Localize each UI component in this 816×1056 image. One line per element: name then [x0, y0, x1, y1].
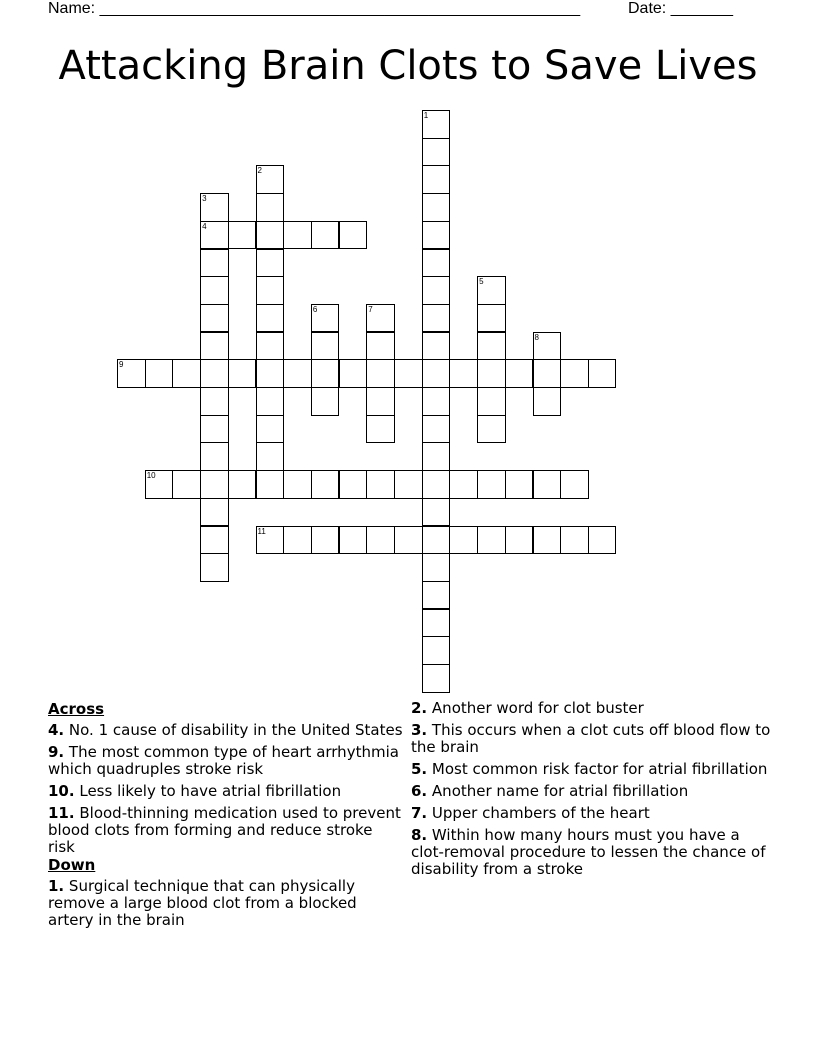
clue-number: 2. [411, 699, 428, 717]
grid-cell[interactable] [477, 470, 506, 499]
grid-cell[interactable] [200, 249, 229, 278]
grid-cell[interactable] [560, 359, 589, 388]
clue-number: 3. [411, 721, 428, 739]
grid-cell[interactable] [477, 304, 506, 333]
clues-left-column [48, 700, 404, 934]
name-field-label: Name: ______________________________________________________ [48, 0, 581, 17]
grid-cell[interactable] [256, 276, 285, 305]
grid-cell[interactable] [339, 221, 368, 250]
grid-cell[interactable] [449, 470, 478, 499]
grid-cell[interactable] [394, 359, 423, 388]
cell-number: 7 [368, 304, 373, 314]
grid-cell[interactable] [477, 387, 506, 416]
grid-cell[interactable] [256, 249, 285, 278]
grid-cell[interactable] [200, 276, 229, 305]
grid-cell[interactable] [533, 526, 562, 555]
grid-cell[interactable] [256, 304, 285, 333]
clue-across-11 [48, 805, 404, 856]
clue-down-7 [411, 805, 771, 822]
grid-cell[interactable] [422, 387, 451, 416]
grid-cell[interactable] [477, 276, 506, 305]
grid-cell[interactable] [588, 526, 617, 555]
grid-cell[interactable] [394, 470, 423, 499]
grid-cell[interactable] [422, 664, 451, 693]
grid-cell[interactable] [145, 359, 174, 388]
clue-text: Most common risk factor for atrial fibrillation [431, 760, 768, 778]
grid-cell[interactable] [560, 526, 589, 555]
clue-number: 9. [48, 743, 65, 761]
grid-cell[interactable] [200, 221, 229, 250]
grid-cell[interactable] [422, 165, 451, 194]
clue-number: 10. [48, 782, 75, 800]
grid-cell[interactable] [200, 442, 229, 471]
grid-cell[interactable] [200, 332, 229, 361]
clue-text: The most common type of heart arrhythmia which quadruples stroke risk [48, 743, 399, 778]
clue-down-6 [411, 783, 771, 800]
grid-cell[interactable] [394, 526, 423, 555]
cell-number: 1 [423, 111, 429, 120]
clue-down-5 [411, 761, 771, 778]
grid-cell[interactable] [366, 359, 395, 388]
clue-down-2 [411, 700, 771, 717]
grid-cell[interactable] [339, 359, 368, 388]
grid-cell[interactable] [422, 110, 451, 139]
grid-cell[interactable] [256, 470, 285, 499]
grid-cell[interactable] [311, 332, 340, 361]
clue-text: Upper chambers of the heart [431, 804, 650, 822]
grid-cell[interactable] [533, 332, 562, 361]
grid-cell[interactable] [311, 221, 340, 250]
grid-cell[interactable] [172, 359, 201, 388]
clue-text: No. 1 cause of disability in the United States [68, 721, 403, 739]
clue-number: 6. [411, 782, 428, 800]
grid-cell[interactable] [422, 249, 451, 278]
clue-text: Blood-thinning medication used to prevent blood clots from forming and reduce stroke risk [48, 804, 401, 856]
grid-cell[interactable] [505, 526, 534, 555]
grid-cell[interactable] [422, 636, 451, 665]
grid-cell[interactable] [366, 387, 395, 416]
grid-cell[interactable] [311, 359, 340, 388]
grid-cell[interactable] [200, 304, 229, 333]
clue-across-10 [48, 783, 404, 800]
grid-cell[interactable] [422, 442, 451, 471]
grid-cell[interactable] [172, 470, 201, 499]
grid-cell[interactable] [200, 387, 229, 416]
grid-cell[interactable] [256, 165, 285, 194]
grid-cell[interactable] [339, 470, 368, 499]
grid-cell[interactable] [311, 304, 340, 333]
grid-cell[interactable] [366, 415, 395, 444]
grid-cell[interactable] [311, 526, 340, 555]
grid-cell[interactable] [477, 359, 506, 388]
clue-down-1 [48, 878, 404, 929]
clue-across-9 [48, 744, 404, 778]
grid-cell[interactable] [588, 359, 617, 388]
grid-cell[interactable] [117, 359, 146, 388]
clue-number: 11. [48, 804, 75, 822]
clue-number: 8. [411, 826, 428, 844]
date-field-label: Date: _______ [628, 0, 733, 17]
grid-cell[interactable] [422, 138, 451, 167]
grid-cell[interactable] [533, 387, 562, 416]
clue-text: This occurs when a clot cuts off blood flow to the brain [411, 721, 771, 756]
grid-cell[interactable] [366, 304, 395, 333]
grid-cell[interactable] [505, 470, 534, 499]
grid-cell[interactable] [256, 387, 285, 416]
cell-number: 11 [257, 526, 266, 536]
grid-cell[interactable] [505, 359, 534, 388]
across-heading: Across [48, 700, 105, 718]
grid-cell[interactable] [449, 359, 478, 388]
grid-cell[interactable] [560, 470, 589, 499]
grid-cell[interactable] [256, 359, 285, 388]
cell-number: 3 [202, 194, 207, 204]
clue-text: Less likely to have atrial fibrillation [79, 782, 342, 800]
cell-number: 9 [119, 360, 124, 370]
grid-cell[interactable] [477, 332, 506, 361]
clue-down-3 [411, 722, 771, 756]
grid-cell[interactable] [283, 221, 312, 250]
grid-cell[interactable] [145, 470, 174, 499]
grid-cell[interactable] [200, 526, 229, 555]
grid-cell[interactable] [422, 304, 451, 333]
grid-cell[interactable] [477, 526, 506, 555]
clues-right-column [411, 700, 771, 883]
grid-cell[interactable] [228, 221, 257, 250]
clue-number: 1. [48, 877, 65, 895]
grid-cell[interactable] [200, 553, 229, 582]
grid-cell[interactable] [422, 498, 451, 527]
cell-number: 10 [146, 471, 156, 481]
grid-cell[interactable] [311, 387, 340, 416]
clue-text: Another name for atrial fibrillation [431, 782, 689, 800]
grid-cell[interactable] [366, 332, 395, 361]
clue-text: Within how many hours must you have a clot-removal procedure to lessen the chance of disability from a stroke [411, 826, 766, 878]
grid-cell[interactable] [311, 470, 340, 499]
grid-cell[interactable] [422, 581, 451, 610]
grid-cell[interactable] [200, 498, 229, 527]
grid-cell[interactable] [256, 442, 285, 471]
grid-cell[interactable] [200, 470, 229, 499]
grid-cell[interactable] [533, 359, 562, 388]
grid-cell[interactable] [422, 332, 451, 361]
grid-cell[interactable] [366, 470, 395, 499]
grid-cell[interactable] [422, 359, 451, 388]
grid-cell[interactable] [422, 221, 451, 250]
cell-number: 2 [257, 166, 262, 176]
clue-number: 4. [48, 721, 65, 739]
grid-cell[interactable] [256, 526, 285, 555]
grid-cell[interactable] [283, 470, 312, 499]
clue-text: Surgical technique that can physically remove a large blood clot from a blocked artery in the brain [48, 877, 357, 929]
down-heading: Down [48, 856, 96, 874]
grid-cell[interactable] [339, 526, 368, 555]
grid-cell[interactable] [422, 415, 451, 444]
grid-cell[interactable] [533, 470, 562, 499]
grid-cell[interactable] [256, 221, 285, 250]
grid-cell[interactable] [422, 470, 451, 499]
grid-cell[interactable] [366, 526, 395, 555]
clue-across-4 [48, 722, 404, 739]
cell-number: 8 [534, 332, 539, 342]
grid-cell[interactable] [283, 359, 312, 388]
grid-cell[interactable] [422, 193, 451, 222]
grid-cell[interactable] [422, 526, 451, 555]
grid-cell[interactable] [200, 359, 229, 388]
cell-number: 4 [202, 221, 207, 231]
grid-cell[interactable] [200, 193, 229, 222]
clue-number: 7. [411, 804, 428, 822]
cell-number: 6 [312, 304, 318, 314]
clue-number: 5. [411, 760, 428, 778]
grid-cell[interactable] [228, 359, 257, 388]
clue-down-8 [411, 827, 771, 878]
grid-cell[interactable] [256, 415, 285, 444]
grid-cell[interactable] [422, 276, 451, 305]
grid-cell[interactable] [477, 415, 506, 444]
grid-cell[interactable] [256, 193, 285, 222]
page-title: Attacking Brain Clots to Save Lives [58, 43, 758, 89]
grid-cell[interactable] [228, 470, 257, 499]
grid-cell[interactable] [422, 553, 451, 582]
cell-number: 5 [479, 277, 484, 287]
grid-cell[interactable] [283, 526, 312, 555]
grid-cell[interactable] [256, 332, 285, 361]
grid-cell[interactable] [200, 415, 229, 444]
grid-cell[interactable] [449, 526, 478, 555]
grid-cell[interactable] [422, 609, 451, 638]
clue-text: Another word for clot buster [431, 699, 644, 717]
